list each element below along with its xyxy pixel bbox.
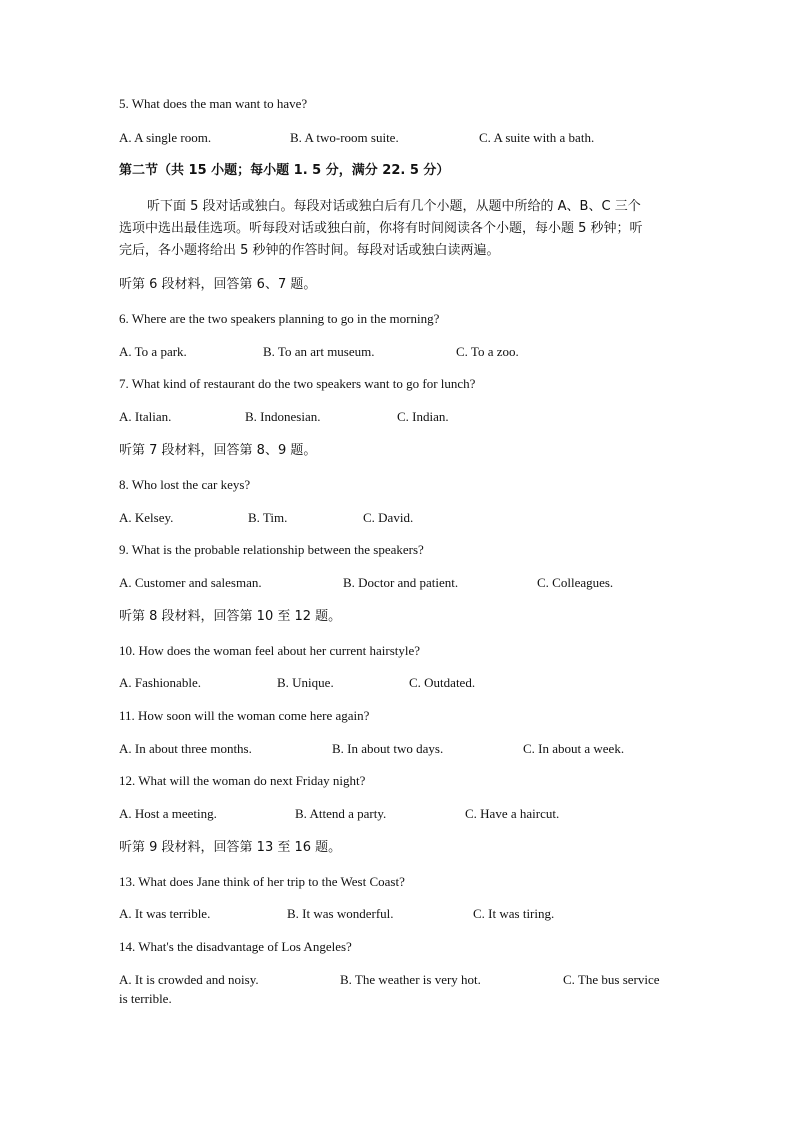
q14-option-a: A. It is crowded and noisy. (119, 972, 259, 987)
q12-option-b: B. Attend a party. (295, 806, 387, 821)
question-7: 7. What kind of restaurant do the two speakers want to go for lunch? (119, 376, 476, 391)
q5-option-a: A. A single room. (119, 130, 212, 145)
q10-option-b: B. Unique. (277, 675, 334, 690)
q14-option-c-continued: is terrible. (119, 991, 172, 1006)
q6-option-b: B. To an art museum. (263, 344, 375, 359)
q9-option-c: C. Colleagues. (537, 575, 614, 590)
q6-option-a: A. To a park. (119, 344, 187, 359)
instructions-line-3: 完后，各小题将给出 5 秒钟的作答时间。每段对话或独白读两遍。 (119, 243, 500, 258)
q14-option-c: C. The bus service (563, 972, 660, 987)
question-5: 5. What does the man want to have? (119, 96, 308, 111)
q8-option-a: A. Kelsey. (119, 510, 174, 525)
q11-option-a: A. In about three months. (119, 741, 252, 756)
instructions-line-1: 听下面 5 段对话或独白。每段对话或独白后有几个小题，从题中所给的 A、B、C 三个 (147, 199, 641, 214)
question-13: 13. What does Jane think of her trip to the West Coast? (119, 874, 405, 889)
q12-option-c: C. Have a haircut. (465, 806, 560, 821)
q9-option-b: B. Doctor and patient. (343, 575, 459, 590)
q13-option-c: C. It was tiring. (473, 906, 555, 921)
q8-option-c: C. David. (363, 510, 414, 525)
question-12: 12. What will the woman do next Friday night? (119, 773, 366, 788)
q13-option-a: A. It was terrible. (119, 906, 211, 921)
q12-option-a: A. Host a meeting. (119, 806, 217, 821)
q10-option-a: A. Fashionable. (119, 675, 201, 690)
q7-option-b: B. Indonesian. (245, 409, 321, 424)
instructions-line-2: 选项中选出最佳选项。听每段对话或独白前，你将有时间阅读各个小题，每小题 5 秒钟；听 (119, 221, 643, 236)
q11-option-c: C. In about a week. (523, 741, 625, 756)
question-10: 10. How does the woman feel about her current hairstyle? (119, 643, 421, 658)
question-11: 11. How soon will the woman come here again? (119, 708, 370, 723)
section-2-instructions (119, 196, 679, 262)
q10-option-c: C. Outdated. (409, 675, 476, 690)
q5-option-c: C. A suite with a bath. (479, 130, 595, 145)
question-9: 9. What is the probable relationship between the speakers? (119, 542, 424, 557)
section-2-heading: 第二节（共 15 小题；每小题 1. 5 分，满分 22. 5 分） (119, 163, 450, 178)
q13-option-b: B. It was wonderful. (287, 906, 394, 921)
group-9-label: 听第 9 段材料，回答第 13 至 16 题。 (119, 840, 342, 855)
q14-option-b: B. The weather is very hot. (340, 972, 481, 987)
q8-option-b: B. Tim. (248, 510, 288, 525)
group-6-label: 听第 6 段材料，回答第 6、7 题。 (119, 277, 317, 292)
q7-option-c: C. Indian. (397, 409, 449, 424)
group-7-label: 听第 7 段材料，回答第 8、9 题。 (119, 443, 317, 458)
q11-option-b: B. In about two days. (332, 741, 444, 756)
question-8: 8. Who lost the car keys? (119, 477, 251, 492)
q9-option-a: A. Customer and salesman. (119, 575, 262, 590)
question-14: 14. What's the disadvantage of Los Angeles? (119, 939, 352, 954)
q7-option-a: A. Italian. (119, 409, 172, 424)
q6-option-c: C. To a zoo. (456, 344, 519, 359)
q5-option-b: B. A two-room suite. (290, 130, 399, 145)
group-8-label: 听第 8 段材料，回答第 10 至 12 题。 (119, 609, 342, 624)
question-6: 6. Where are the two speakers planning to go in the morning? (119, 311, 440, 326)
